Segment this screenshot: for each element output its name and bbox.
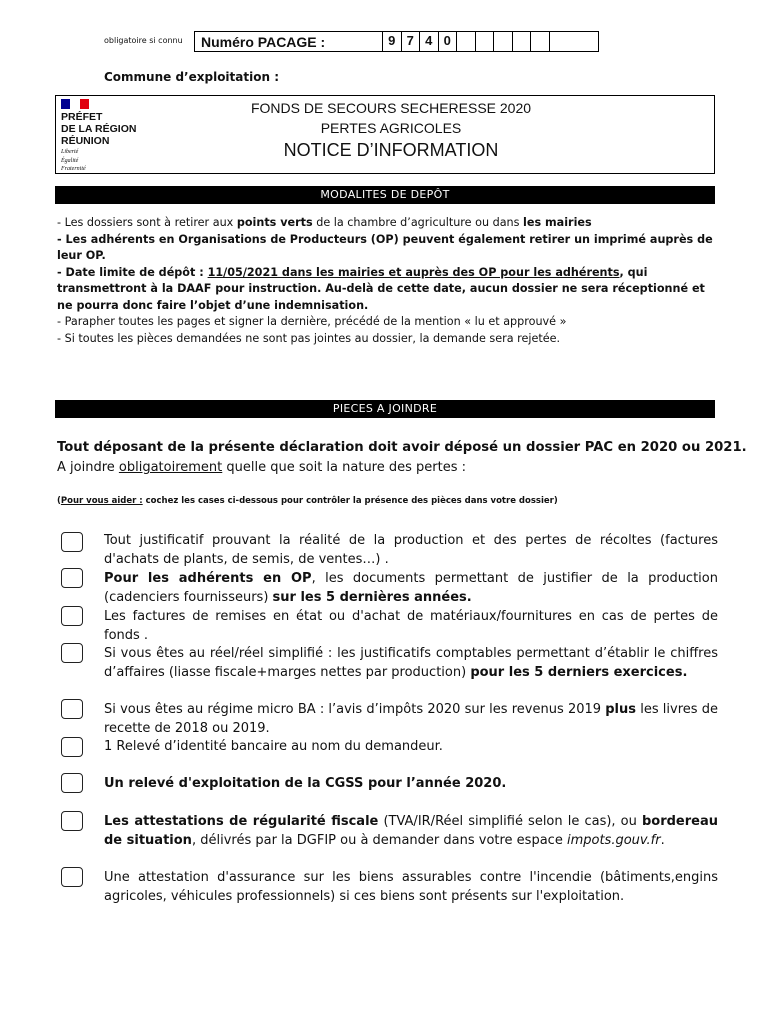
pieces-intro: Tout déposant de la présente déclaration doit avoir déposé un dossier PAC en 2020 ou 2021.: [57, 440, 747, 455]
logo-line: PRÉFET: [61, 111, 103, 123]
checklist-item-label: Les factures de remises en état ou d'achat de matériaux/fournitures en cas de pertes de fonds .: [104, 609, 718, 643]
pacage-digit[interactable]: [550, 32, 569, 51]
checkbox[interactable]: [61, 867, 83, 887]
checkbox[interactable]: [61, 532, 83, 552]
modalites-line-3: - Date limite de dépôt : 11/05/2021 dans les mairies et auprès des OP pour les adhérents, qui transmettront à la DAAF pour instruction. Au-delà de cette date, aucun dossier ne sera réceptionné et ne pourra donc faire l’objet d’une indemnisation.: [57, 265, 705, 312]
pacage-digit[interactable]: 9: [383, 32, 402, 51]
header-subtitle: PERTES AGRICOLES: [320, 120, 462, 136]
checklist-item-label: Tout justificatif prouvant la réalité de la production et des pertes de récoltes (factures d'achats de plants, de semis, de ventes…) .: [104, 533, 718, 567]
checkbox[interactable]: [61, 606, 83, 626]
logo-line: DE LA RÉGION: [61, 123, 137, 135]
checklist-item-label: Les attestations de régularité fiscale (TVA/IR/Réel simplifié selon le cas), ou bordereau de situation, délivrés par la DGFIP ou à demander dans votre espace impots.gouv.fr.: [104, 814, 718, 848]
optional-note: obligatoire si connu: [104, 36, 183, 45]
checklist-item-label: Si vous êtes au régime micro BA : l’avis d’impôts 2020 sur les revenus 2019 plus les livres de recette de 2018 ou 2019.: [104, 702, 718, 736]
checkbox[interactable]: [61, 568, 83, 588]
modalites-line-4: - Parapher toutes les pages et signer la dernière, précédé de la mention « lu et approuvé »: [57, 315, 567, 328]
pacage-digit[interactable]: 0: [439, 32, 458, 51]
checklist-item-label: Une attestation d'assurance sur les biens assurables contre l'incendie (bâtiments,engins agricoles, véhicules professionnels) si ces biens sont présents sur l'exploitation.: [104, 870, 718, 904]
page-title: NOTICE D’INFORMATION: [283, 140, 499, 160]
french-flag-icon: [61, 99, 89, 109]
pacage-digit[interactable]: [457, 32, 476, 51]
devise-line: Liberté: [61, 149, 79, 155]
modalites-line-1: - Les dossiers sont à retirer aux points verts de la chambre d’agriculture ou dans les mairies: [57, 216, 592, 229]
section-band-pieces: PIECES A JOINDRE: [55, 400, 715, 418]
prefet-logo: [61, 99, 161, 173]
pacage-digit[interactable]: [513, 32, 532, 51]
pacage-digit[interactable]: [531, 32, 550, 51]
checkbox[interactable]: [61, 643, 83, 663]
help-note: (Pour vous aider : cochez les cases ci-dessous pour contrôler la présence des pièces dans votre dossier): [57, 496, 558, 506]
devise-line: Fraternité: [61, 166, 86, 172]
checkbox[interactable]: [61, 699, 83, 719]
pacage-digit[interactable]: 7: [402, 32, 421, 51]
checkbox[interactable]: [61, 773, 83, 793]
checklist-item-label: 1 Relevé d’identité bancaire au nom du demandeur.: [104, 739, 443, 754]
devise-line: Égalité: [61, 157, 79, 164]
checklist-item-label: Un relevé d'exploitation de la CGSS pour l’année 2020.: [104, 776, 507, 791]
modalites-text: [57, 215, 717, 347]
document-header: [55, 95, 715, 174]
pacage-digit[interactable]: [476, 32, 495, 51]
pieces-intro-mandatory: A joindre obligatoirement quelle que soit la nature des pertes :: [57, 460, 467, 475]
header-title: FONDS DE SECOURS SECHERESSE 2020: [250, 100, 532, 116]
checklist-item-label: Si vous êtes au réel/réel simplifié : les justificatifs comptables permettant d’établir le chiffres d’affaires (liasse fiscale+marges nettes par production) pour les 5 derniers exercices.: [104, 646, 718, 680]
pacage-digit[interactable]: [494, 32, 513, 51]
checkbox[interactable]: [61, 811, 83, 831]
checkbox[interactable]: [61, 737, 83, 757]
pacage-label: Numéro PACAGE :: [195, 32, 383, 51]
logo-line: RÉUNION: [61, 135, 110, 147]
checklist-item-label: Pour les adhérents en OP, les documents permettant de justifier de la production (cadenciers fournisseurs) sur les 5 dernières années.: [104, 571, 718, 605]
pacage-digit[interactable]: 4: [420, 32, 439, 51]
modalites-line-5: - Si toutes les pièces demandées ne sont pas jointes au dossier, la demande sera rejetée.: [57, 331, 561, 345]
commune-label: Commune d’exploitation :: [104, 70, 279, 84]
section-band-modalites: MODALITES DE DEPÔT: [55, 186, 715, 204]
pacage-field[interactable]: [194, 31, 599, 52]
modalites-line-2: - Les adhérents en Organisations de Producteurs (OP) peuvent également retirer un imprimé auprès de leur OP.: [57, 232, 713, 262]
